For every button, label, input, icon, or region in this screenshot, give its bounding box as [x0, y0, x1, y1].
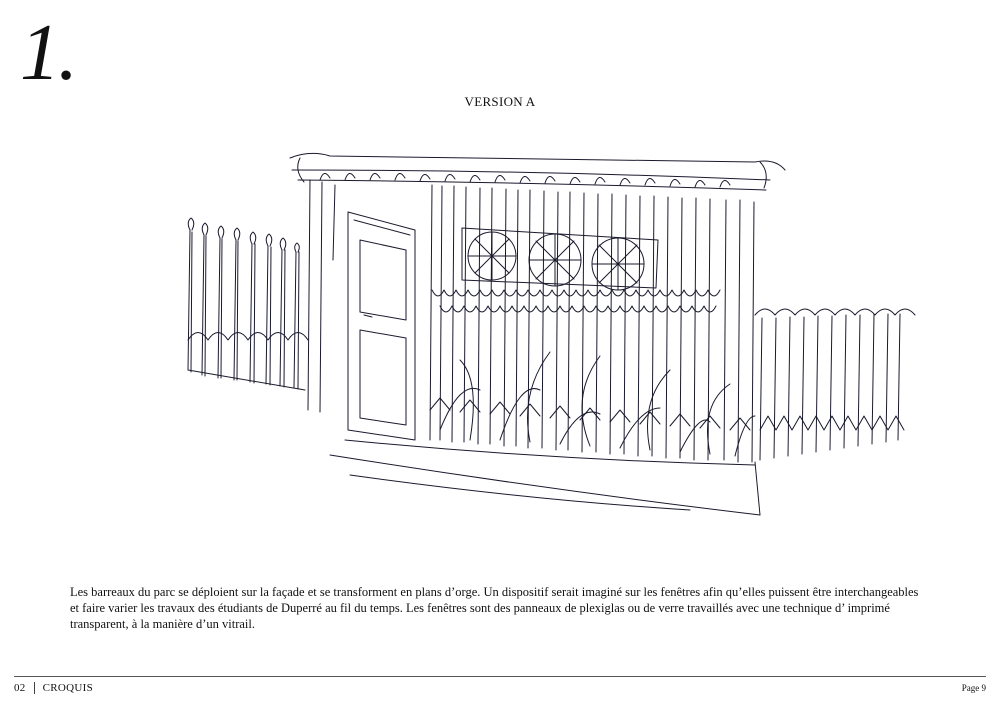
- cornice: [290, 153, 785, 190]
- right-fence: [755, 309, 915, 460]
- base: [330, 440, 760, 515]
- description-paragraph: Les barreaux du parc se déploient sur la façade et se transforment en plans d’orge. Un dispositif serait imaginé sur les fenêtres afin qu’elles puissent être interchangeables et faire varier les travaux des étudiants de Duperré au fil du temps. Les fenêtres sont des panneaux de plexiglas ou de verre travaillés avec une technique d’ imprimé transparent, à la manière d’un vitrail.: [70, 585, 919, 631]
- version-title: VERSION A: [464, 94, 536, 109]
- scroll-rail: [432, 290, 720, 312]
- footer-separator: [34, 682, 35, 694]
- page-heading-number: 1.: [20, 9, 76, 97]
- page-label: Page 9: [961, 683, 986, 693]
- section-title: CROQUIS: [42, 682, 93, 694]
- footer-divider: [14, 676, 986, 677]
- facade-bars: [308, 180, 754, 462]
- door: [348, 212, 415, 440]
- footer-section: [14, 682, 93, 694]
- fence-facade-sketch: [170, 140, 930, 540]
- section-number: 02: [14, 682, 26, 694]
- left-fence-bars: [188, 218, 308, 390]
